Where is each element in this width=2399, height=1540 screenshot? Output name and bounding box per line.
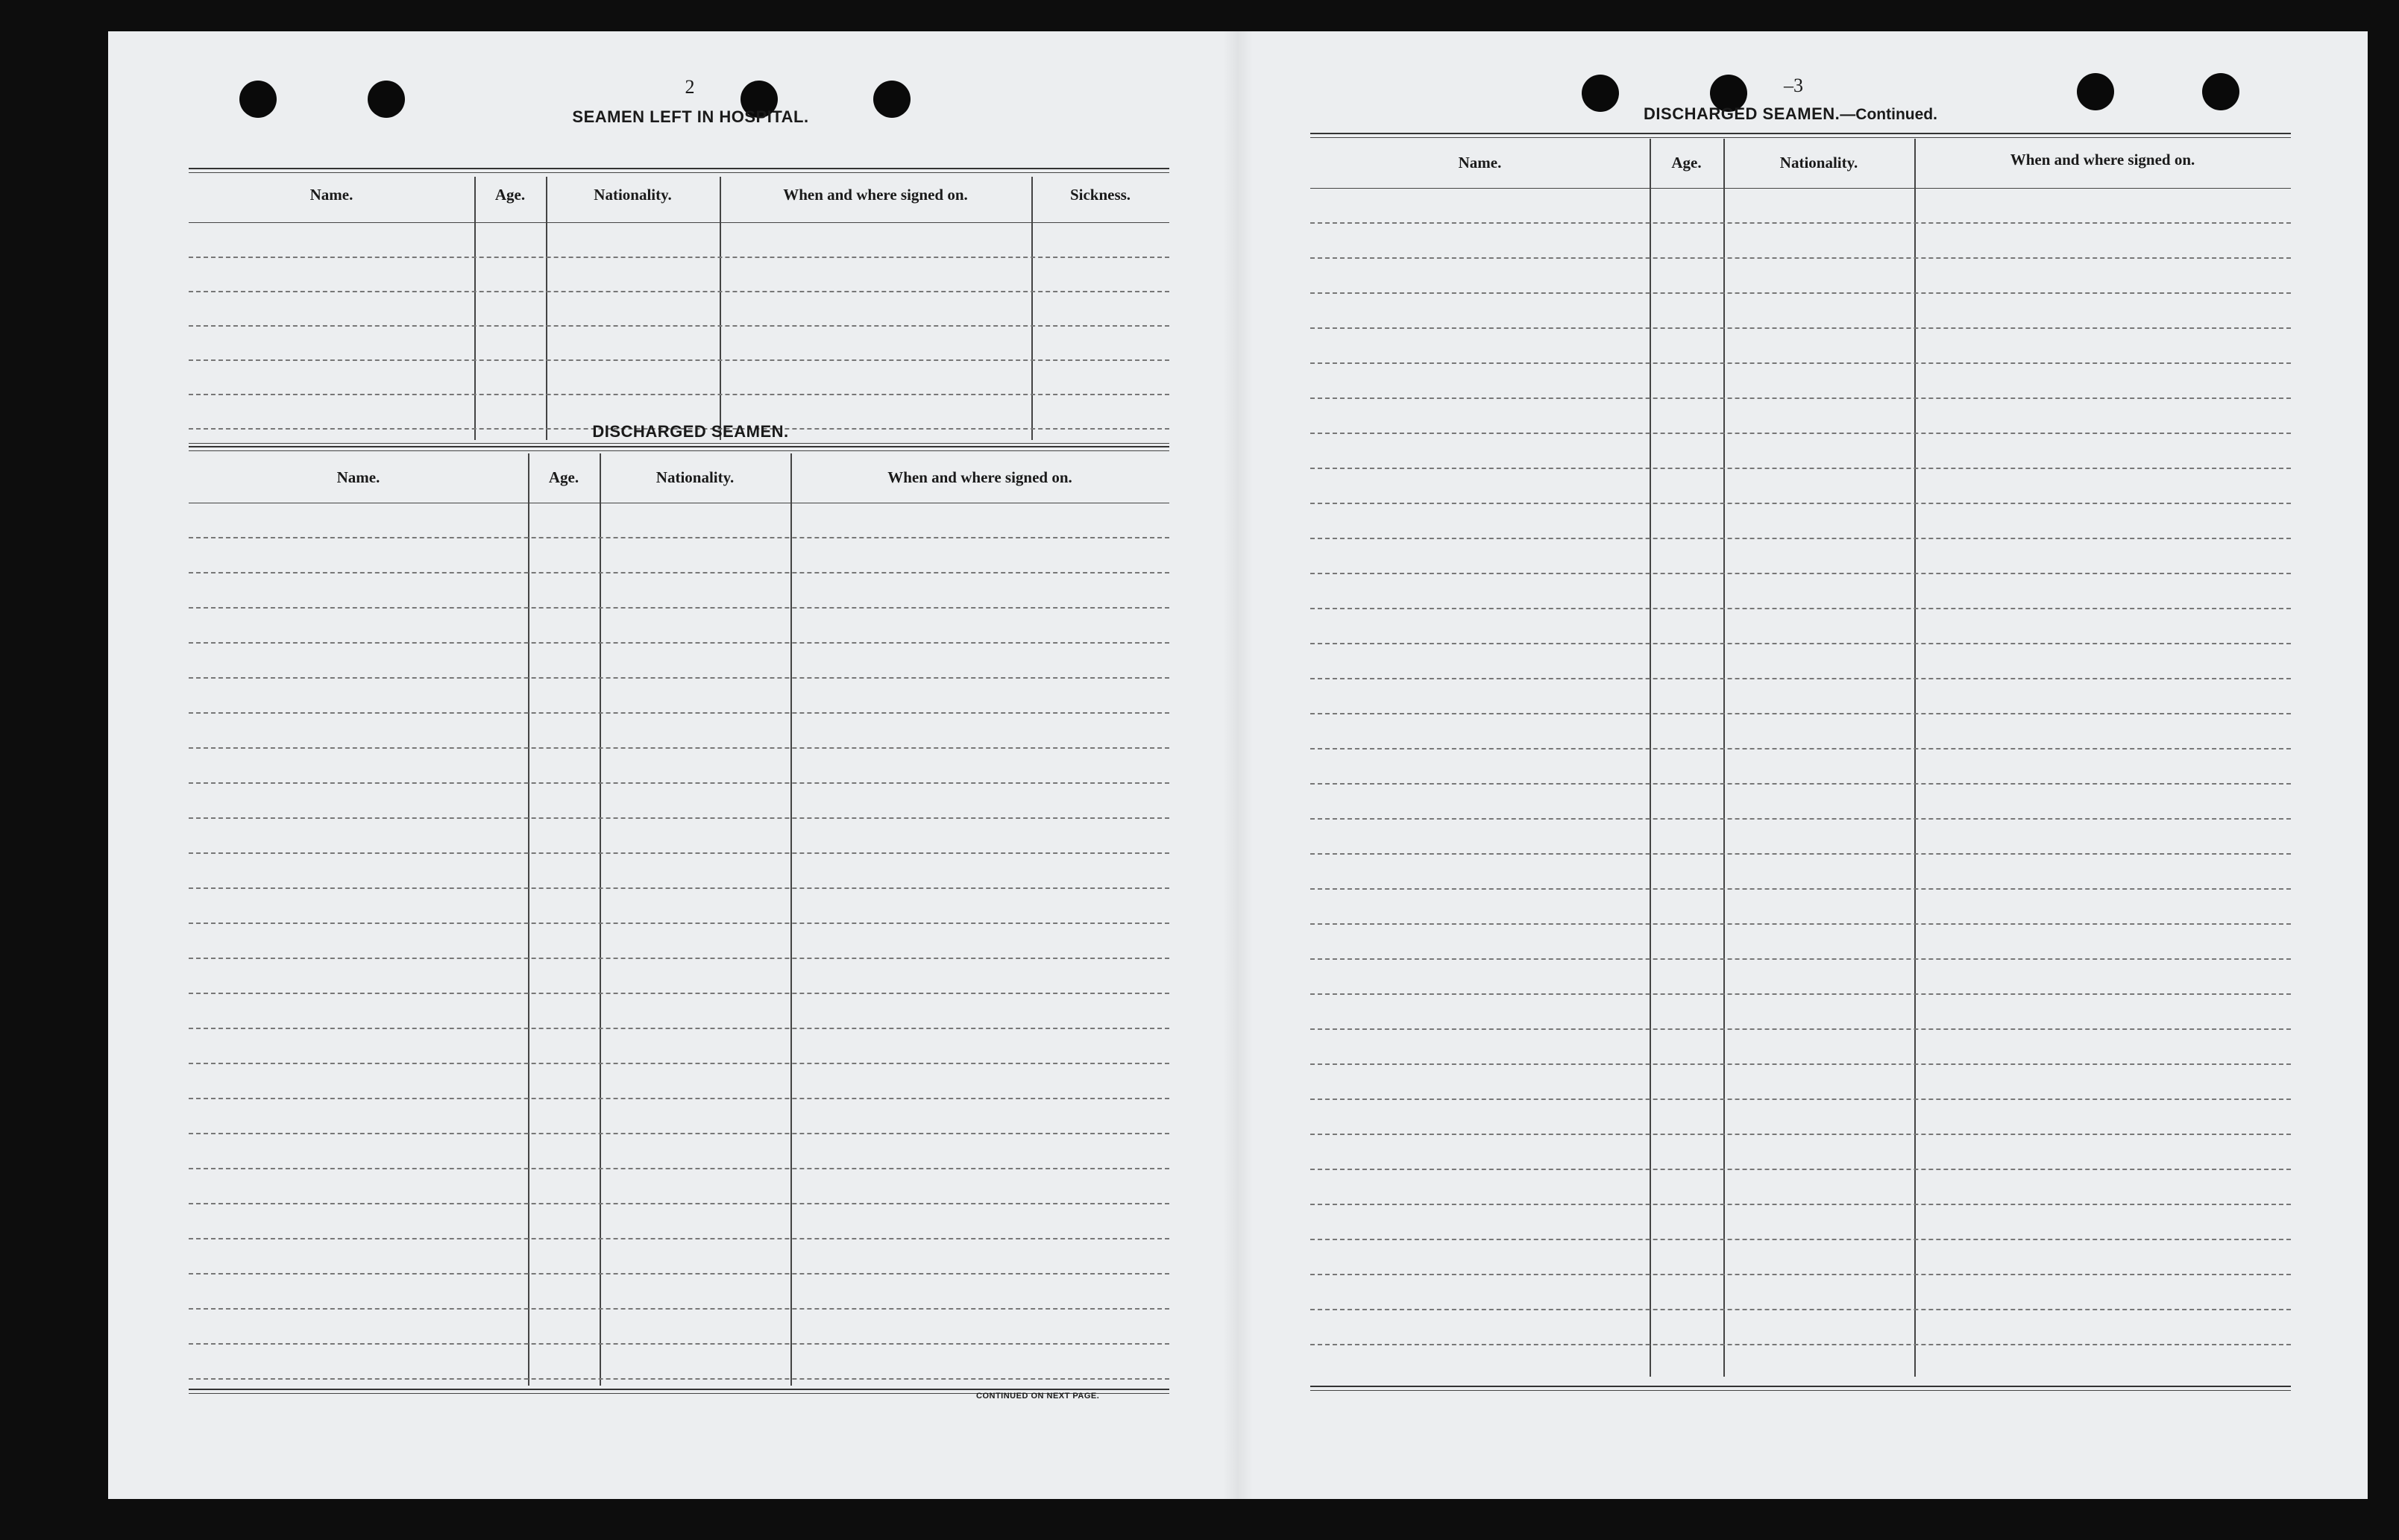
col-nationality-header: Nationality. — [1779, 154, 1858, 172]
ruling-line — [189, 1378, 1169, 1380]
col-sickness-header: Sickness. — [1069, 186, 1131, 204]
ruling-line — [1310, 433, 2291, 434]
column-divider — [790, 453, 792, 1386]
ruling-line — [1310, 257, 2291, 259]
col-nationality-header: Nationality. — [594, 186, 672, 204]
column-divider — [474, 177, 476, 440]
ruling-line — [189, 537, 1169, 538]
ruling-line — [1310, 713, 2291, 714]
ruling-line — [1310, 643, 2291, 644]
ruling-line — [189, 1273, 1169, 1275]
ruling-line — [1310, 503, 2291, 504]
ruling-line — [189, 1308, 1169, 1310]
punch-hole — [239, 81, 277, 118]
ruling-line — [1310, 783, 2291, 785]
punch-hole — [1582, 75, 1619, 112]
ruling-line — [189, 1238, 1169, 1239]
ruling-line — [189, 887, 1169, 889]
ruling-line — [189, 394, 1169, 395]
col-signed-on-header: When and where signed on. — [887, 468, 1072, 486]
ruling-line — [189, 1343, 1169, 1345]
ruling-line — [189, 993, 1169, 994]
ruling-line — [1310, 327, 2291, 329]
hospital-section-title: SEAMEN LEFT IN HOSPITAL. — [572, 107, 809, 126]
ruling-line — [1310, 362, 2291, 364]
discharged-table-right — [1310, 133, 2291, 1423]
discharged-table-left — [189, 446, 1169, 1424]
ruling-line — [189, 1168, 1169, 1169]
ruling-line — [189, 359, 1169, 361]
ruling-line — [1310, 573, 2291, 574]
column-divider — [528, 453, 529, 1386]
page-number-right-value: 3 — [1793, 75, 1803, 96]
ruling-line — [1310, 958, 2291, 960]
ruling-line — [1310, 1274, 2291, 1275]
ruling-line — [189, 1098, 1169, 1099]
ruling-line — [1310, 888, 2291, 890]
page-number-right: –3 — [1784, 75, 1803, 96]
table-top-rule — [189, 446, 1169, 447]
ruling-line — [189, 958, 1169, 959]
column-divider — [1723, 139, 1725, 1377]
ruling-line — [1310, 608, 2291, 609]
table-top-rule — [189, 172, 1169, 173]
continued-suffix: —Continued. — [1840, 106, 1937, 123]
hospital-table — [189, 136, 1169, 447]
col-age-header: Age. — [1671, 154, 1702, 172]
col-signed-on-header: When and where signed on. — [2010, 151, 2195, 169]
table-bottom-rule — [1310, 1386, 2291, 1387]
ruling-line — [1310, 1309, 2291, 1310]
column-divider — [720, 177, 721, 440]
ruling-line — [1310, 1204, 2291, 1205]
ruling-line — [1310, 468, 2291, 469]
ruling-line — [189, 257, 1169, 258]
column-divider — [1031, 177, 1033, 440]
ruling-line — [189, 291, 1169, 292]
table-bottom-rule — [189, 443, 1169, 444]
ruling-line — [189, 817, 1169, 819]
ruling-line — [1310, 292, 2291, 294]
ruling-line — [1310, 1239, 2291, 1240]
discharged-section-title-right — [1626, 104, 1955, 124]
table-bottom-rule — [189, 1389, 1169, 1390]
ruling-line — [1310, 818, 2291, 820]
table-top-rule — [189, 450, 1169, 451]
ruling-line — [1310, 678, 2291, 679]
col-age-header: Age. — [548, 468, 579, 486]
header-bottom-rule — [1310, 188, 2291, 189]
ruling-line — [189, 852, 1169, 854]
ruling-line — [1310, 748, 2291, 749]
col-signed-on-header: When and where signed on. — [783, 186, 968, 204]
ruling-line — [189, 923, 1169, 924]
ruling-line — [189, 1203, 1169, 1204]
ruling-line — [189, 1028, 1169, 1029]
col-name-header: Name. — [1458, 154, 1502, 172]
column-divider — [546, 177, 547, 440]
ruling-line — [1310, 397, 2291, 399]
ruling-line — [1310, 1099, 2291, 1100]
column-divider — [600, 453, 601, 1386]
ruling-line — [1310, 853, 2291, 855]
punch-hole — [368, 81, 405, 118]
discharged-section-title-left: DISCHARGED SEAMEN. — [592, 422, 789, 441]
ruling-line — [1310, 1028, 2291, 1030]
ruling-line — [1310, 538, 2291, 539]
discharged-title-text: DISCHARGED SEAMEN. — [1644, 104, 1840, 123]
ruling-line — [189, 677, 1169, 679]
ruling-line — [1310, 222, 2291, 224]
column-divider — [1914, 139, 1916, 1377]
header-bottom-rule — [189, 222, 1169, 223]
ruling-line — [1310, 923, 2291, 925]
ruling-line — [189, 1133, 1169, 1134]
ruling-line — [189, 747, 1169, 749]
col-nationality-header: Nationality. — [655, 468, 735, 486]
ruling-line — [1310, 1134, 2291, 1135]
form-sheet — [108, 31, 2368, 1499]
ruling-line — [189, 325, 1169, 327]
ruling-line — [189, 1063, 1169, 1064]
ruling-line — [189, 782, 1169, 784]
table-top-rule — [189, 168, 1169, 169]
punch-hole — [2202, 73, 2239, 110]
col-age-header: Age. — [494, 186, 526, 204]
table-top-rule — [1310, 137, 2291, 138]
ruling-line — [189, 572, 1169, 573]
ruling-line — [1310, 993, 2291, 995]
table-bottom-rule — [1310, 1390, 2291, 1391]
punch-hole — [2077, 73, 2114, 110]
page-fold — [1223, 31, 1253, 1499]
ruling-line — [189, 712, 1169, 714]
ruling-line — [189, 642, 1169, 644]
col-name-header: Name. — [309, 186, 353, 204]
ruling-line — [1310, 1063, 2291, 1065]
col-name-header: Name. — [336, 468, 380, 486]
punch-hole — [873, 81, 911, 118]
continued-note: CONTINUED ON NEXT PAGE. — [976, 1392, 1100, 1401]
page-number-left: 2 — [685, 76, 695, 98]
ruling-line — [189, 607, 1169, 609]
table-top-rule — [1310, 133, 2291, 134]
column-divider — [1650, 139, 1651, 1377]
ruling-line — [1310, 1169, 2291, 1170]
ruling-line — [1310, 1344, 2291, 1345]
